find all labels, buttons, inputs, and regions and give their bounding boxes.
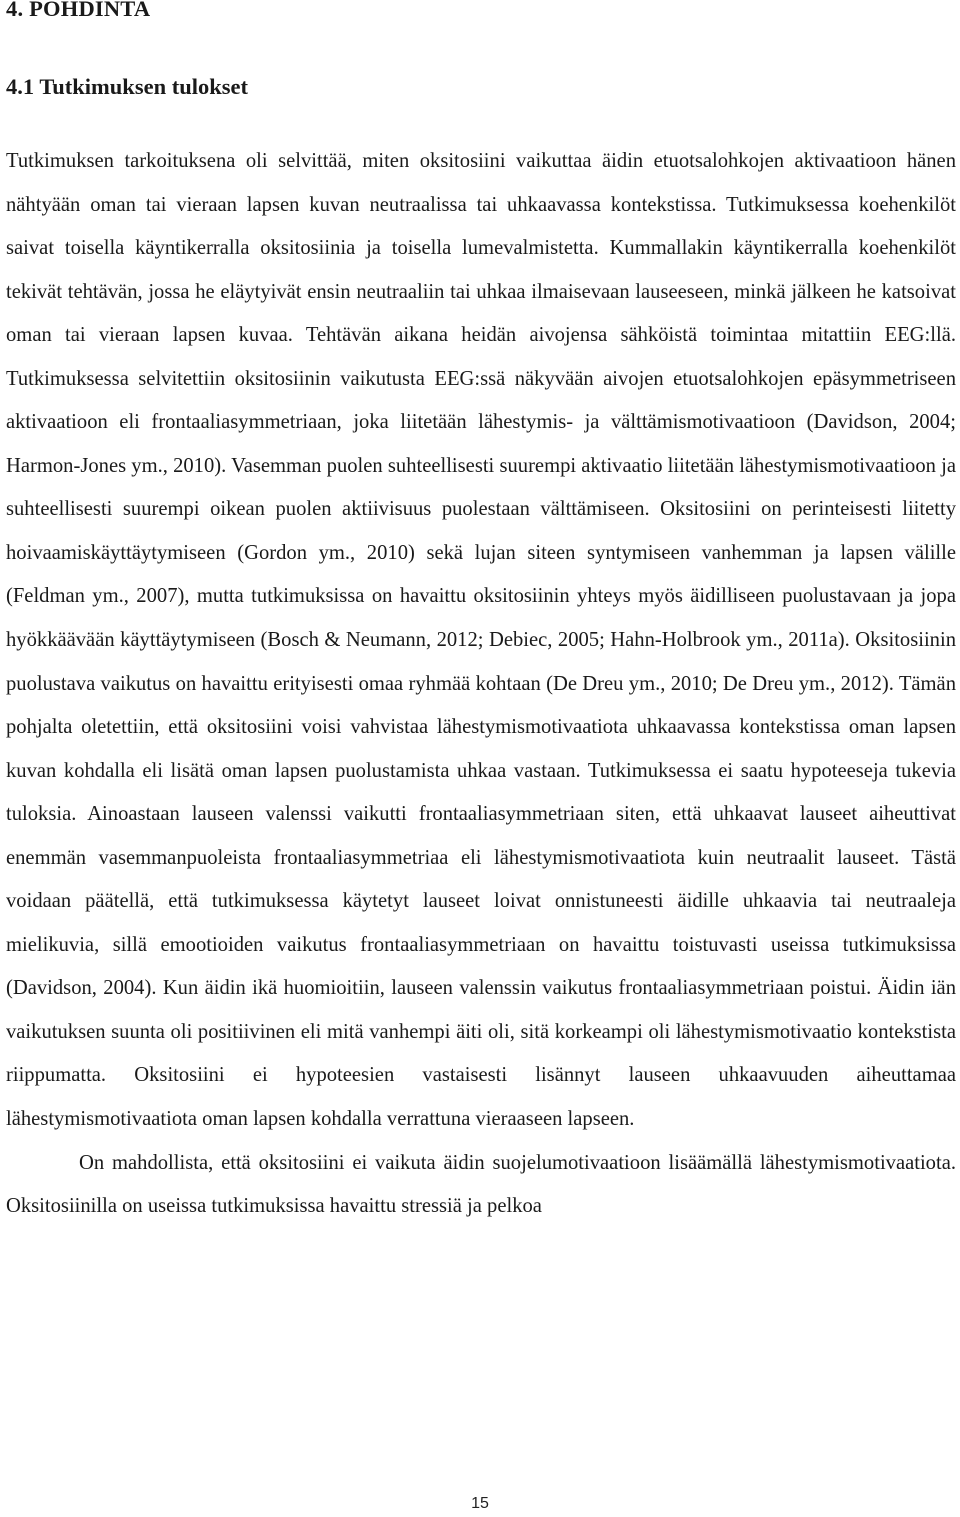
paragraph-results: Tutkimuksen tarkoituksena oli selvittää, miten oksitosiini vaikuttaa äidin etuotsalohkojen aktivaatioon hänen nähtyään oman tai vieraan lapsen kuvan neutraalissa tai uhkaavassa kontekstissa. Tutkimuksessa koehenkilöt saivat toisella käyntikerralla oksitosiinia ja toisella lumevalmistetta. Kummallakin käyntikerralla koehenkilöt tekivät tehtävän, jossa he eläytyivät ensin neutraaliin tai uhkaa ilmaisevaan lauseeseen, minkä jälkeen he katsoivat oman tai vieraan lapsen kuvaa. Tehtävän aikana heidän aivojensa sähköistä toimintaa mitattiin EEG:llä. Tutkimuksessa selvitettiin oksitosiinin vaikutusta EEG:ssä näkyvään aivojen etuotsalohkojen epäsymmetriseen aktivaatioon eli frontaaliasymmetriaan, joka liitetään lähestymis- ja välttämismotivaatioon (Davidson, 2004; Harmon-Jones ym., 2010). Vasemman puolen suhteellisesti suurempi aktivaatio liitetään lähestymismotivaatioon ja suhteellisesti suurempi oikean puolen aktiivisuus puolestaan välttämiseen. Oksitosiini on perinteisesti liitetty hoivaamiskäyttäytymiseen (Gordon ym., 2010) sekä lujan siteen syntymiseen vanhemman ja lapsen välille (Feldman ym., 2007), mutta tutkimuksissa on havaittu oksitosiinin yhteys myös äidilliseen puolustavaan ja jopa hyökkäävään käyttäytymiseen (Bosch & Neumann, 2012; Debiec, 2005; Hahn-Holbrook ym., 2011a). Oksitosiinin puolustava vaikutus on havaittu erityisesti omaa ryhmää kohtaan (De Dreu ym., 2010; De Dreu ym., 2012). Tämän pohjalta oletettiin, että oksitosiini voisi vahvistaa lähestymismotivaatiota uhkaavassa kontekstissa oman lapsen kuvan kohdalla eli lisätä oman lapsen puolustamista uhkaa vastaan. Tutkimuksessa ei saatu hypoteeseja tukevia tuloksia. Ainoastaan lauseen valenssi vaikutti frontaaliasymmetriaan siten, että uhkaavat lauseet aiheuttivat enemmän vasemmanpuoleista frontaaliasymmetriaa eli lähestymismotivaatiota kuin neutraalit lauseet. Tästä voidaan päätellä, että tutkimuksessa käytetyt lauseet loivat onnistuneesti äidille uhkaavia tai neutraaleja mielikuvia, sillä emootioiden vaikutus frontaaliasymmetriaan on havaittu toistuvasti useissa tutkimuksissa (Davidson, 2004). Kun äidin ikä huomioitiin, lauseen valenssin vaikutus frontaaliasymmetriaan poistui. Äidin iän vaikutuksen suunta oli positiivinen eli mitä vanhempi äiti oli, sitä korkeampi oli lähestymismotivaatio kontekstista riippumatta. Oksitosiini ei hypoteesien vastaisesti lisännyt lauseen uhkaavuuden aiheuttamaa lähestymismotivaatiota oman lapsen kohdalla verrattuna vieraaseen lapseen. [6, 150, 956, 1131]
section-heading: 4.1 Tutkimuksen tulokset [6, 74, 248, 99]
body-text [6, 140, 956, 1229]
chapter-heading: 4. POHDINTA [6, 0, 151, 21]
paragraph-discussion: On mahdollista, että oksitosiini ei vaikuta äidin suojelumotivaatioon lisäämällä lähestymismotivaatiota. Oksitosiinilla on useissa tutkimuksissa havaittu stressiä ja pelkoa [6, 1151, 956, 1218]
page-number: 15 [471, 1495, 489, 1512]
